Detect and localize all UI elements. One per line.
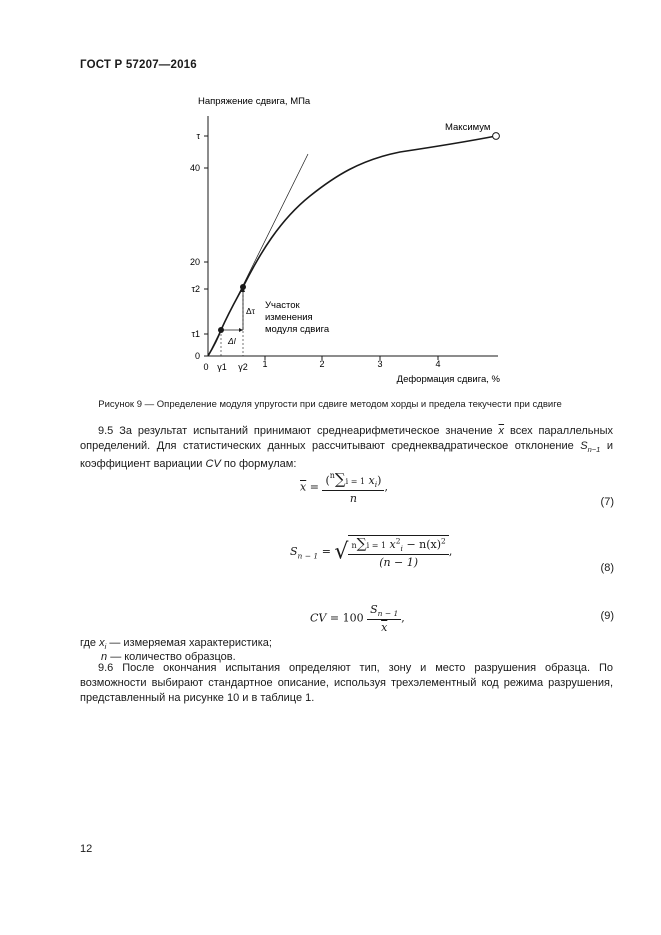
formula-8: $S_{n - 1}$ = √ $\frac{n\sum i = 1 x^2_i - n(x)^2}{(n - 1)}$ , (290, 536, 453, 570)
where-line-1: где $x_i$ — измеряемая характеристика; (80, 637, 272, 652)
paragraph-9-5: 9.5 За результат испытаний принимают среднеарифметическое значение $\overline{x}$ всех параллельных определений. Для статистических данных рассчитывают среднеквадратическое отклонение $S_{n-1}$ и коэффициент вариации CV по формулам: (80, 425, 614, 471)
region-label-line3: модуля сдвига (265, 324, 330, 335)
page-number: 12 (80, 843, 93, 855)
formula-9-number: (9) (600, 610, 614, 622)
x-tick-3: 3 (377, 359, 383, 369)
shear-modulus-figure (170, 88, 510, 388)
x-axis-label: Деформация сдвига, % (396, 374, 500, 385)
delta-l-label: Δl (228, 336, 236, 346)
y-tick-20: 20 (189, 257, 200, 267)
y-tick-40: 40 (189, 163, 200, 173)
y-axis-label: Напряжение сдвига, МПа (198, 96, 311, 107)
y-symbol-tau1: τ1 (191, 329, 200, 339)
x-tick-4: 4 (435, 359, 441, 369)
x-symbol-gamma2: γ2 (238, 362, 248, 372)
point-tau2 (240, 284, 246, 290)
stress-strain-curve (208, 136, 496, 356)
figure-caption: Рисунок 9 — Определение модуля упругости при сдвиге методом хорды и предела текучести при сдвиге (98, 399, 562, 410)
point-tau1 (218, 327, 224, 333)
document-header: ГОСТ Р 57207—2016 (80, 59, 197, 71)
formula-9: CV = 100 $\frac{S_{n - 1}}{x}$ , (310, 603, 405, 635)
region-label-line2: изменения (265, 312, 313, 323)
x-tick-0: 0 (203, 362, 209, 372)
formula-8-number: (8) (600, 562, 614, 574)
y-symbol-tau: τ (196, 131, 200, 141)
y-tick-0: 0 (194, 351, 200, 361)
formula-7: $\overline{x}$ = $\frac{(^n\sum i = 1 x_i)}{n}$ , (300, 470, 388, 506)
formula-7-number: (7) (600, 496, 614, 508)
point-maximum (493, 133, 500, 140)
paragraph-9-6: 9.6 После окончания испытания определяют тип, зону и место разрушения образца. По возможности выбирают стандартное описание, используя трехэлементный код режима разрушения, представленный на рисунке 10 и в таблице 1. (80, 662, 613, 704)
x-tick-2: 2 (319, 359, 325, 369)
delta-tau-label: Δτ (246, 306, 256, 316)
x-symbol-gamma1: γ1 (217, 362, 227, 372)
max-label: Максимум (445, 122, 491, 133)
x-tick-1: 1 (262, 359, 268, 369)
where-line-2: n — количество образцов. (101, 651, 236, 663)
y-symbol-tau2: τ2 (191, 284, 200, 294)
region-label-line1: Участок (265, 300, 300, 311)
xbar-symbol: $\overline{x}$ (498, 425, 505, 437)
